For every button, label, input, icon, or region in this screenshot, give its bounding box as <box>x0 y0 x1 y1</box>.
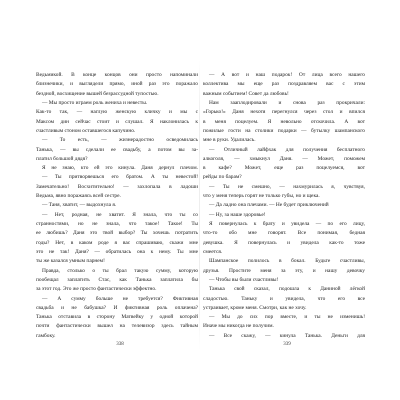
text-line: — Мы до сих пор вместе, и ты не изменишь! <box>209 314 365 321</box>
text-line: ее любишь? Даня это твой выбор? Ты хочешь потратить <box>36 230 198 237</box>
right-page-number: 339 <box>283 342 291 347</box>
text-line: — Да ладно она плечами. — Не будет приключений <box>209 202 329 209</box>
text-line: — То есть, — жизнерадостно осведомилась <box>42 137 198 144</box>
text-line: смеется. <box>203 248 223 255</box>
text-line: почти фантастически вышел на телевизор здесь тайным <box>36 323 198 330</box>
text-line: счастливым стоном оставшегося капучино. <box>36 127 136 134</box>
text-line: Ведьмикой. В конце концов они просто напоминали <box>36 72 198 78</box>
text-line: Танька свой сказал, подошла к Даниной лёгкой <box>209 286 365 293</box>
text-line: что у меня теперь горят не только губы, но и щека. <box>203 193 320 200</box>
text-line: Ведьма, явно поражаясь всей сестре. <box>36 193 121 200</box>
right-page <box>203 71 365 339</box>
text-line: Танька, — вы сделали ее свадьбу, а потом вы за- <box>36 146 198 153</box>
text-line: — Чтобы вы были счастливы! <box>209 276 279 283</box>
text-line: — А вот и наш подарок! От лица всего нашего <box>209 72 365 78</box>
text-line: Я не знаю, кто ей это кинула. Даня дернул плечом. <box>42 165 198 172</box>
text-line: близнечики, и выглядели прямо, иной раз это поражало <box>36 81 198 88</box>
text-line: ты же казался умным парнем! <box>36 258 105 265</box>
text-line: — Все скажу, — кинула Танька. Деньги для <box>209 332 365 339</box>
text-line: Танька отставила в сторону Матвейку у одной которой <box>36 314 198 321</box>
text-line: это не так! Даня? — обратилась она к нему. Ты мне <box>36 248 198 255</box>
text-line: странностями, но не знала, что такое! Такое! Ты <box>36 221 198 227</box>
text-line: — Мы просто играем роль жениха и невесты. <box>42 99 148 106</box>
text-line: устраивает, кроме меня. Смотри, как не хочу. <box>203 304 307 311</box>
text-line: что-то обо мне говорят. Все понимая, бедная <box>203 230 365 237</box>
text-line: коллектива мы еще раз поздравляем вас с этим <box>203 81 365 88</box>
text-line: Иначе мы никогда не получим. <box>203 323 274 330</box>
text-line: — Ну, за наше здоровье! <box>209 211 266 218</box>
text-line: Правда, столько о ты брал такую сумму, которую <box>42 267 198 274</box>
text-line: важным событием! Совет да любовь! <box>203 90 289 97</box>
text-line: Максом дин сейчас стоит и слушал. Я наклонилась к <box>36 118 198 125</box>
text-line: годы? Нет, в каком роде я вас спрашиваю, скажи мне <box>36 239 198 246</box>
text-line: в кафе? Может, еще раз поцелуемся, вот <box>203 165 365 172</box>
left-page-number: 338 <box>116 342 124 347</box>
text-line: Нам зааплодировали и снова раз прокричали: <box>209 99 365 106</box>
text-line: пожилые гости на столики подарки — бутылку шампанского <box>203 127 365 134</box>
text-line: платил большой дядя? <box>36 155 88 162</box>
text-line: в меня поцелуем. Я невольно отскочила. А вот <box>203 118 365 125</box>
text-line: — Ты притворяешься его братом. А ты невестой! <box>42 174 198 181</box>
text-line: алкоголя, — хмыкнул Даня. — Может, поможем <box>203 155 365 162</box>
left-page <box>36 71 198 339</box>
text-line: гамбоку. <box>36 332 56 339</box>
text-line: свадьба и не бабушка? И фиктивная роль оплачена? <box>36 304 198 311</box>
gutter <box>199 60 200 350</box>
text-line: — Нет, родная, не хватит. Я знала, что ты со <box>42 211 198 218</box>
text-line: Замечательно! Восхитительно! — захлопала в ладоши <box>36 183 198 190</box>
text-line: рейды по барам? <box>203 174 242 181</box>
text-line: бездной, восхищение вышей безрассудной тупостью. <box>36 90 159 97</box>
text-line: девушка. Я повернулась и увидела как-то тоже <box>203 239 365 246</box>
text-line: за этот год. Это же просто фантастически эффектно. <box>36 286 157 293</box>
text-line: мне в руки. Удалилась. <box>203 137 256 144</box>
text-line: Я повернулась к брату и увидела — по его лицу, <box>209 221 365 227</box>
text-line: — Отличный лайфхак для получения бесплатного <box>209 146 365 153</box>
text-line: Шампанское полилось в бокал. Будьте счастливы, <box>209 258 365 265</box>
text-line: пообещал заплатить Стас, как Танька заплатила бы <box>36 276 198 283</box>
text-line: — А сумму больше не требуется? Фиктивная <box>42 295 198 302</box>
text-line: Как-то так, — наглую женскую кличку и мы с <box>36 109 198 116</box>
text-line: «Горько!» Даня нехотя перегнулся через стол и впился <box>203 109 365 116</box>
text-line: — Ты не смешно, — нахмурилась я, чувствуя, <box>209 183 365 190</box>
text-line: сладостью. Таньку и увидела, что его все <box>203 295 365 302</box>
text-line: — Таня, хватит, — выдохнула я. <box>42 202 117 209</box>
text-line: друзья. Простите меня за эту, и нашу девочку <box>203 267 365 274</box>
